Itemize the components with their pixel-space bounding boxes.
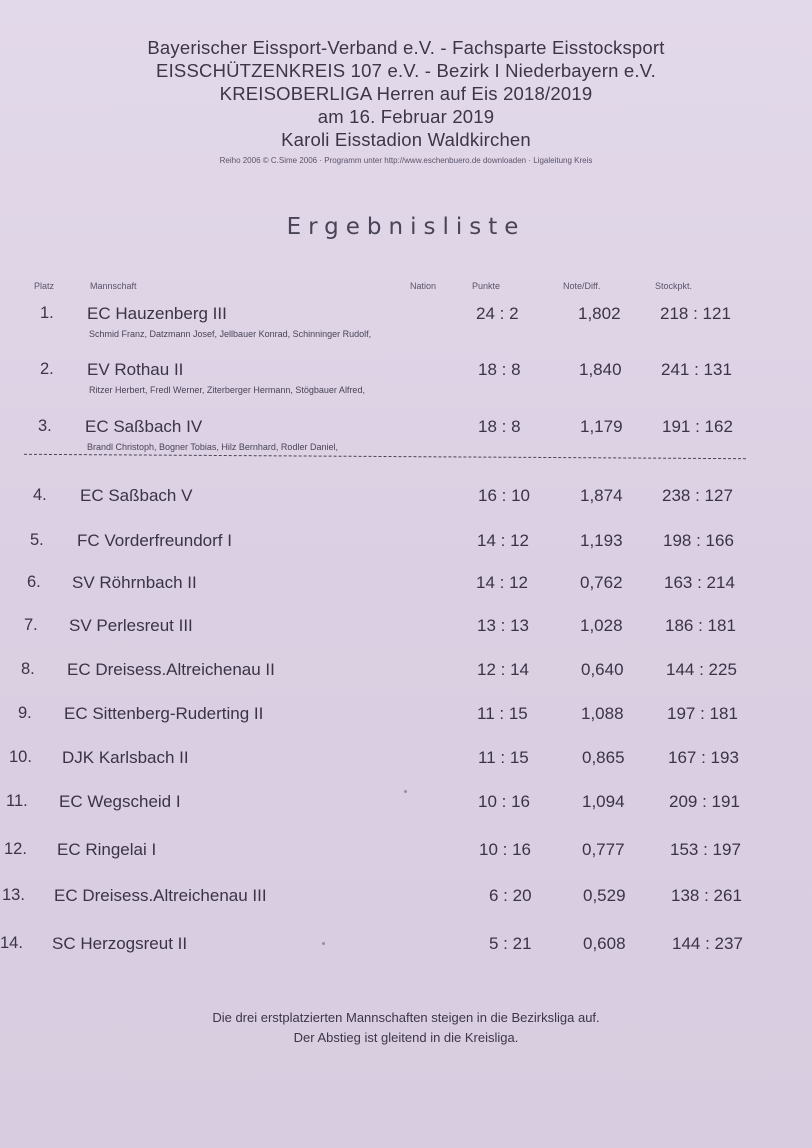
note-cell: 0,529 (583, 886, 626, 905)
stock-points-cell: 198 : 166 (663, 531, 734, 550)
column-header-nation: Nation (410, 281, 437, 291)
rank-cell: 13. (2, 886, 25, 904)
team-name: EC Sittenberg-Ruderting II (64, 704, 264, 723)
rank-cell: 8. (21, 660, 35, 678)
stock-points-cell: 241 : 131 (661, 360, 732, 379)
rank-cell: 12. (4, 840, 27, 858)
stock-points-cell: 144 : 225 (666, 660, 737, 679)
note-cell: 1,028 (580, 616, 623, 635)
stock-points-cell: 167 : 193 (668, 748, 739, 767)
rank-cell: 10. (9, 748, 32, 766)
stock-points-cell: 153 : 197 (670, 840, 741, 859)
table-row (0, 304, 812, 339)
note-cell: 0,777 (582, 840, 625, 859)
promotion-separator (24, 454, 746, 459)
rank-cell: 9. (18, 704, 32, 722)
points-cell: 13 : 13 (477, 616, 529, 635)
table-row (0, 573, 812, 603)
table-row (0, 417, 812, 452)
rank-cell: 5. (30, 531, 44, 549)
column-header-note: Note/Diff. (563, 281, 601, 291)
footer-relegation-note: Der Abstieg ist gleitend in die Kreisliga. (293, 1030, 519, 1045)
team-name: EC Saßbach IV (85, 417, 203, 436)
document-footer (0, 1008, 812, 1048)
header-line-federation: Bayerischer Eissport-Verband e.V. - Fachsparte Eisstocksport (147, 37, 665, 58)
column-header-punkte: Punkte (472, 281, 501, 291)
points-cell: 10 : 16 (479, 840, 531, 859)
team-members: Brandl Christoph, Bogner Tobias, Hilz Bernhard, Rodler Daniel, (87, 442, 338, 452)
table-row (0, 840, 812, 870)
team-name: EC Wegscheid I (59, 792, 181, 811)
note-cell: 1,094 (582, 792, 625, 811)
table-row (0, 531, 812, 561)
table-row (0, 934, 812, 964)
team-members: Ritzer Herbert, Fredl Werner, Ziterberger Hermann, Stögbauer Alfred, (89, 385, 365, 395)
points-cell: 18 : 8 (478, 360, 521, 379)
team-name: SV Röhrnbach II (72, 573, 197, 592)
table-row (0, 886, 812, 916)
points-cell: 14 : 12 (476, 573, 528, 592)
team-name: EC Saßbach V (80, 486, 193, 505)
footer-promotion-note: Die drei erstplatzierten Mannschaften steigen in die Bezirksliga auf. (212, 1010, 600, 1025)
points-cell: 14 : 12 (477, 531, 529, 550)
team-name: FC Vorderfreundorf I (77, 531, 232, 550)
team-name: SC Herzogsreut II (52, 934, 188, 953)
column-header-stockpunkte: Stockpkt. (655, 281, 693, 291)
ink-speck (404, 790, 407, 793)
team-members: Schmid Franz, Datzmann Josef, Jellbauer Konrad, Schinninger Rudolf, (89, 329, 372, 339)
team-name: EC Dreisess.Altreichenau II (67, 660, 275, 679)
points-cell: 16 : 10 (478, 486, 530, 505)
stock-points-cell: 186 : 181 (665, 616, 736, 635)
table-row (0, 486, 812, 516)
points-cell: 10 : 16 (478, 792, 530, 811)
rank-cell: 14. (0, 934, 23, 952)
team-name: SV Perlesreut III (69, 616, 193, 635)
table-row (0, 360, 812, 395)
header-line-date: am 16. Februar 2019 (317, 106, 495, 127)
points-cell: 12 : 14 (477, 660, 529, 679)
points-cell: 11 : 15 (478, 748, 529, 767)
note-cell: 0,865 (582, 748, 625, 767)
rank-cell: 4. (33, 486, 47, 504)
header-line-venue: Karoli Eisstadion Waldkirchen (281, 129, 531, 150)
team-name: EV Rothau II (87, 360, 184, 379)
stock-points-cell: 218 : 121 (660, 304, 731, 323)
rank-cell: 6. (27, 573, 41, 591)
header-line-league: KREISOBERLIGA Herren auf Eis 2018/2019 (219, 83, 593, 104)
stock-points-cell: 238 : 127 (662, 486, 733, 505)
stock-points-cell: 197 : 181 (667, 704, 738, 723)
points-cell: 24 : 2 (476, 304, 519, 323)
stock-points-cell: 144 : 237 (672, 934, 743, 953)
rank-cell: 2. (40, 360, 54, 378)
header-line-district: EISSCHÜTZENKREIS 107 e.V. - Bezirk I Niederbayern e.V. (156, 60, 656, 81)
table-row (0, 748, 812, 778)
note-cell: 1,179 (580, 417, 623, 436)
table-row (0, 616, 812, 646)
stock-points-cell: 209 : 191 (669, 792, 740, 811)
stock-points-cell: 163 : 214 (664, 573, 735, 592)
note-cell: 0,762 (580, 573, 623, 592)
rank-cell: 1. (40, 304, 54, 322)
page-title: Ergebnisliste (286, 214, 526, 240)
team-name: DJK Karlsbach II (62, 748, 189, 767)
header-small-print: Reiho 2006 © C.Sime 2006 · Programm unter http://www.eschenbuero.de downloaden · Ligaleitung Kreis (219, 156, 593, 165)
document-header (0, 36, 812, 167)
note-cell: 0,608 (583, 934, 626, 953)
team-name: EC Hauzenberg III (87, 304, 227, 323)
note-cell: 0,640 (581, 660, 624, 679)
stock-points-cell: 138 : 261 (671, 886, 742, 905)
team-name: EC Dreisess.Altreichenau III (54, 886, 267, 905)
column-header-mannschaft: Mannschaft (90, 281, 137, 291)
table-row (0, 704, 812, 734)
points-cell: 6 : 20 (489, 886, 532, 905)
note-cell: 1,088 (581, 704, 624, 723)
stock-points-cell: 191 : 162 (662, 417, 733, 436)
note-cell: 1,193 (580, 531, 623, 550)
rank-cell: 3. (38, 417, 52, 435)
note-cell: 1,802 (578, 304, 621, 323)
points-cell: 18 : 8 (478, 417, 521, 436)
table-row (0, 660, 812, 690)
table-row (0, 792, 812, 822)
column-header-platz: Platz (34, 281, 55, 291)
note-cell: 1,840 (579, 360, 622, 379)
rank-cell: 7. (24, 616, 38, 634)
team-name: EC Ringelai I (57, 840, 157, 859)
points-cell: 5 : 21 (489, 934, 532, 953)
points-cell: 11 : 15 (477, 704, 528, 723)
rank-cell: 11. (6, 792, 28, 810)
ink-speck (322, 942, 325, 945)
note-cell: 1,874 (580, 486, 623, 505)
